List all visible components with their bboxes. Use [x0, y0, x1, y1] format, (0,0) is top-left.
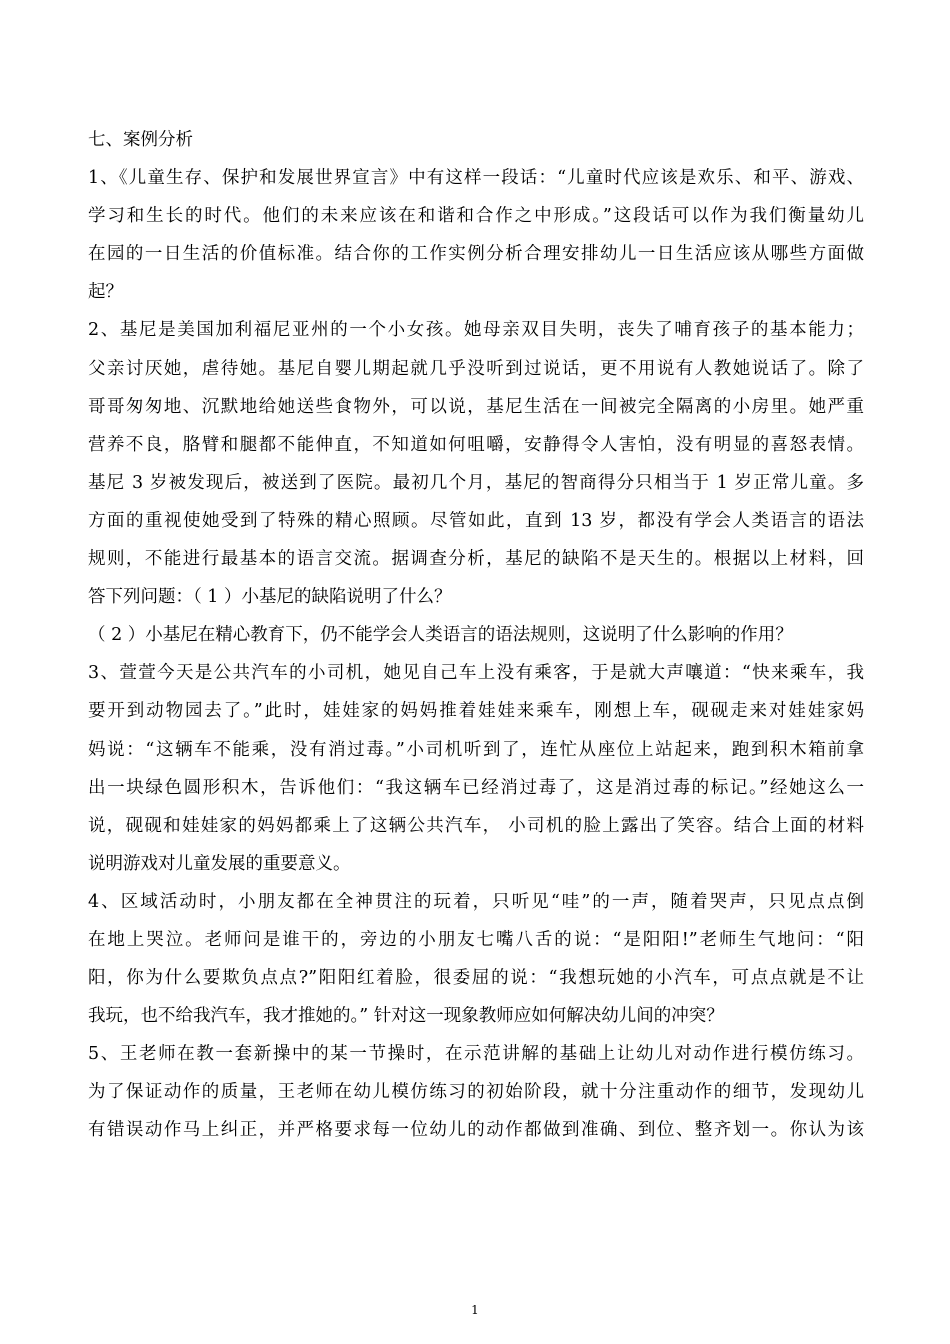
text-line: 1、《儿童生存、保护和发展世界宣言》中有这样一段话：“儿童时代应该是欢乐、和平、游戏、 [88, 168, 864, 189]
text-line: 说明游戏对儿童发展的重要意义。 [88, 853, 351, 874]
page-number: 1 [471, 1303, 479, 1317]
text-line: 出一块绿色圆形积木，告诉他们：“我这辆车已经消过毒了，这是消过毒的标记。”经她这么一 [88, 777, 864, 798]
text-line: 方面的重视使她受到了特殊的精心照顾。尽管如此，直到 13 岁，都没有学会人类语言的语法 [88, 510, 864, 531]
text-line: 答下列问题：（ 1 ）小基尼的缺陷说明了什么？ [88, 587, 452, 608]
text-line: 阳，你为什么要欺负点点?”阳阳红着脸，很委屈的说：“我想玩她的小汽车，可点点就是不让 [88, 968, 864, 989]
text-line: 5、王老师在教一套新操中的某一节操时，在示范讲解的基础上让幼儿对动作进行模仿练习。 [88, 1044, 864, 1065]
text-line: 规则，不能进行最基本的语言交流。据调查分析，基尼的缺陷不是天生的。根据以上材料，回 [88, 549, 864, 570]
text-line: 父亲讨厌她，虐待她。基尼自婴儿期起就几乎没听到过说话，更不用说有人教她说话了。除了 [88, 358, 864, 379]
text-line: 学习和生长的时代。他们的未来应该在和谐和合作之中形成。”这段话可以作为我们衡量幼儿 [88, 206, 864, 227]
text-line: （ 2 ）小基尼在精心教育下，仍不能学会人类语言的语法规则，这说明了什么影响的作用？ [88, 625, 793, 646]
text-line: 我玩，也不给我汽车，我才推她的。” 针对这一现象教师应如何解决幼儿间的冲突？ [88, 1006, 724, 1027]
section-heading: 七、案例分析 [88, 130, 193, 150]
text-line: 说，砚砚和娃娃家的妈妈都乘上了这辆公共汽车， 小司机的脸上露出了笑容。结合上面的材料 [88, 815, 864, 836]
text-line: 2、基尼是美国加利福尼亚州的一个小女孩。她母亲双目失明，丧失了哺育孩子的基本能力； [88, 320, 864, 341]
document-body [88, 121, 864, 1150]
text-line: 基尼 3 岁被发现后，被送到了医院。最初几个月，基尼的智商得分只相当于 1 岁正常儿童。多 [88, 472, 864, 493]
text-line: 哥哥匆匆地、沉默地给她送些食物外，可以说，基尼生活在一间被完全隔离的小房里。她严重 [88, 396, 864, 417]
text-line: 营养不良，胳臂和腿都不能伸直，不知道如何咀嚼，安静得令人害怕，没有明显的喜怒表情。 [88, 434, 864, 455]
text-line: 4、区域活动时，小朋友都在全神贯注的玩着，只听见“哇”的一声，随着哭声，只见点点倒 [88, 891, 864, 912]
text-line: 起？ [88, 282, 123, 303]
text-line: 妈说：“这辆车不能乘，没有消过毒。”小司机听到了，连忙从座位上站起来，跑到积木箱前拿 [88, 739, 864, 760]
text-line: 在地上哭泣。老师问是谁干的，旁边的小朋友七嘴八舌的说：“是阳阳!”老师生气地问：“阳 [88, 929, 864, 950]
text-line: 为了保证动作的质量，王老师在幼儿模仿练习的初始阶段，就十分注重动作的细节，发现幼儿 [88, 1082, 864, 1103]
text-line: 有错误动作马上纠正，并严格要求每一位幼儿的动作都做到准确、到位、整齐划一。你认为该 [88, 1120, 864, 1141]
text-line: 要开到动物园去了。”此时，娃娃家的妈妈推着娃娃来乘车，刚想上车，砚砚走来对娃娃家妈 [88, 701, 864, 722]
text-line: 在园的一日生活的价值标准。结合你的工作实例分析合理安排幼儿一日生活应该从哪些方面做 [88, 244, 864, 265]
text-line: 3、萱萱今天是公共汽车的小司机，她见自己车上没有乘客，于是就大声嚷道：“快来乘车，我 [88, 663, 864, 684]
